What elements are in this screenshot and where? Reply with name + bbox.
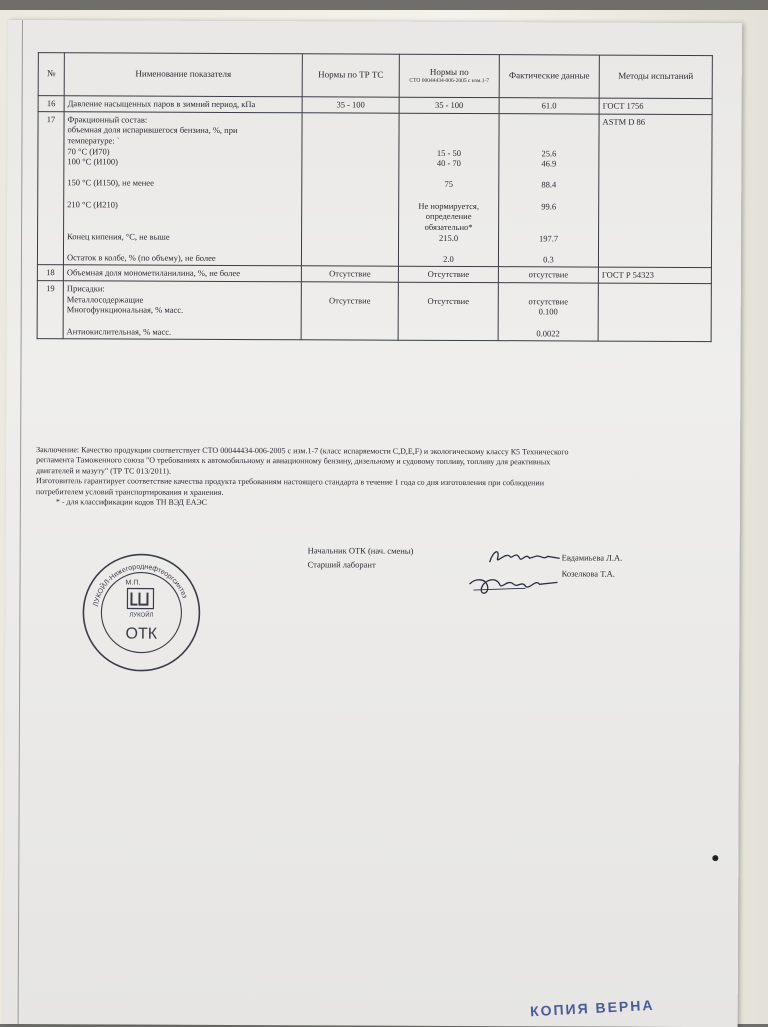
header-sto [399,54,499,97]
header-name: Нименование показателя [64,53,302,97]
indicator-name-line: Многофункциональная, % масс. [66,304,184,316]
sto-norm-line [402,168,495,179]
row-number: 18 [37,265,63,281]
indicator-name-line: 100 °С (И100) [67,156,119,167]
sto-norm-line [402,137,495,148]
actual-value-line [502,126,595,137]
actual-value [499,98,599,114]
indicator-name-line: Давление насыщенных паров в зимний период, кПа [67,98,256,110]
conclusion-line: регламента Таможенного союза "О требованиях к автомобильному и авиационному бензину, дизельному и судовому топливу, топливу для реактивных [36,455,551,467]
stamp-otk-label: ОТК [125,625,158,643]
actual-value-line: 0.3 [543,254,554,265]
copy-certified-stamp: КОПИЯ ВЕРНА [529,996,655,1020]
sto-norm-line: 15 - 50 [436,147,461,158]
indicator-name-line: 70 °С (И70) [67,145,110,156]
actual-value [498,283,598,342]
sto-norm-line [402,243,495,254]
signature-2-image [465,570,561,600]
sto-norm-line: 35 - 100 [434,99,464,110]
test-method: ГОСТ 1756 [599,98,712,114]
conclusion-line: двигателей и мазуту" (ТР ТС 013/2011). [36,465,171,476]
otk-stamp [79,550,204,675]
indicator-name-line: 210 °С (И210) [67,198,118,210]
lukoil-logo-mark [131,593,147,605]
indicator-name-line: 150 °С (И150), не менее [67,177,154,189]
actual-value-line: отсутствие [528,295,569,307]
indicator-name [63,111,302,266]
actual-value-line [502,317,595,328]
guarantee-line: Изготовитель гарантирует соответствие качества продукта требованиям настоящего стандарта в течение 1 года со дня изготовления при соблюдении [35,476,545,488]
sto-norm-line: Отсутствие [427,269,470,280]
actual-value-line: отсутствие [528,269,569,280]
conclusion-line: Заключение: Качество продукции соответствует СТО 00044434-006-2005 с изм.1-7 (класс испаряемости C,D,E,F) и экологическому классу К5 Технического [36,445,569,457]
table-header-row [38,53,712,99]
sto-norm-line [402,190,495,201]
tr-ts-norm-line [305,284,395,295]
sto-norm-line: 215.0 [438,232,459,243]
role-senior-lab: Старший лаборант [307,559,376,570]
header-sto-norms: Нормы по [429,66,469,77]
header-num: № [38,53,64,96]
tr-ts-norm-line: Отсутствие [328,295,371,306]
sto-norm-line: 2.0 [443,253,454,264]
test-method [598,283,711,342]
actual-value-line: 25.6 [541,147,557,158]
test-method: ГОСТ Р 54323 [598,267,711,283]
tr-ts-norm-line: Отсутствие [329,268,371,279]
header-tr-ts: Нормы по ТР ТС [302,54,399,97]
actual-value [498,267,598,283]
actual-value-line [502,137,595,148]
header-methods: Методы испытаний [599,55,712,98]
indicator-name [64,96,302,113]
actual-value-line [502,285,595,296]
sto-norm [399,97,499,113]
indicator-name-line: Присадки: [66,283,105,294]
tr-ts-norm [302,97,399,113]
tr-ts-norm [301,266,398,282]
tr-ts-norm [301,282,398,341]
sto-norm-line [402,285,495,296]
indicator-name [63,265,301,282]
actual-value-line: 99.6 [541,200,557,212]
actual-value-line: 88.4 [541,179,557,190]
signature-1-image [486,546,564,568]
paper-speck [712,855,718,861]
actual-value-line: 0.100 [538,306,558,317]
sto-norm [398,113,499,267]
specs-table [37,52,713,342]
actual-value-line [503,116,596,127]
table-row [37,111,712,268]
signer-name-2: Козелкова Т.А. [561,568,615,579]
actual-value-line [502,190,595,201]
row-number: 16 [38,96,64,112]
stamp-brand: ЛУКОЙЛ [129,612,154,619]
indicator-name-line: Конец кипения, °С, не выше [67,230,170,242]
actual-value-line: 0.0022 [536,327,560,338]
actual-value [498,113,599,267]
sto-norm-line: 75 [444,179,454,190]
sto-norm [398,282,498,341]
row-number: 19 [37,281,63,339]
sto-norm-line: Не нормируется, [418,200,479,211]
stamp-arc-text: ЛУКОЙЛ-Нижегороднефтеоргсинтез [92,563,188,608]
header-sto-ref: СТО 00044434-006-2005 с изм.1-7 [409,77,490,85]
actual-value-line: 61.0 [541,100,557,111]
guarantee-line: потребителем условий транспортирования и хранения. [35,486,224,497]
sto-norm-line [402,126,495,137]
row-number: 17 [37,111,64,265]
tr-ts-norm [301,112,399,266]
table-row [37,281,711,342]
table-body [37,96,712,342]
indicator-name [63,281,301,340]
indicator-name-line: температуре: ` [67,135,120,146]
sto-norm-line: определение [425,211,472,222]
actual-value-line: 197.7 [538,232,559,243]
sto-norm-line [403,115,496,126]
header-actual: Фактические данные [499,55,599,98]
signer-name-1: Евдамиьева Л.А. [561,552,623,563]
document-sheet [4,20,742,1027]
actual-value-line [502,169,595,180]
stamp-mp: М.П. [125,579,141,587]
actual-value-line [502,243,595,254]
indicator-name-line: Объемная доля монометиланилина, %, не более [66,267,240,279]
sto-norm-line: обязательно* [424,221,473,232]
footnote: * - для классификации кодов ТН ВЭД ЕАЭС [55,497,208,507]
actual-value-line [502,211,595,222]
indicator-name-line: Антиокислительная, % масс. [66,325,172,337]
actual-value-line: 46.9 [541,158,557,169]
indicator-name-line: Фракционный состав: [67,113,148,125]
page-edge-line [18,20,23,1024]
sto-norm-line: Отсутствие [427,295,470,306]
indicator-name-line: Остаток в колбе, % (по объему), не более [66,252,216,263]
tr-ts-norm-line: 35 - 100 [336,99,365,110]
role-head-otk: Начальник ОТК (нач. смены) [307,545,414,556]
test-method: ASTM D 86 [598,114,712,268]
sto-norm-line: 40 - 70 [436,157,461,169]
sto-norm [398,267,498,283]
indicator-name-line: объемная доля испарившегося бензина, %, при [67,124,238,136]
conclusion [36,445,716,510]
indicator-name-line: Металлосодержащие [66,293,144,305]
actual-value-line [502,222,595,233]
